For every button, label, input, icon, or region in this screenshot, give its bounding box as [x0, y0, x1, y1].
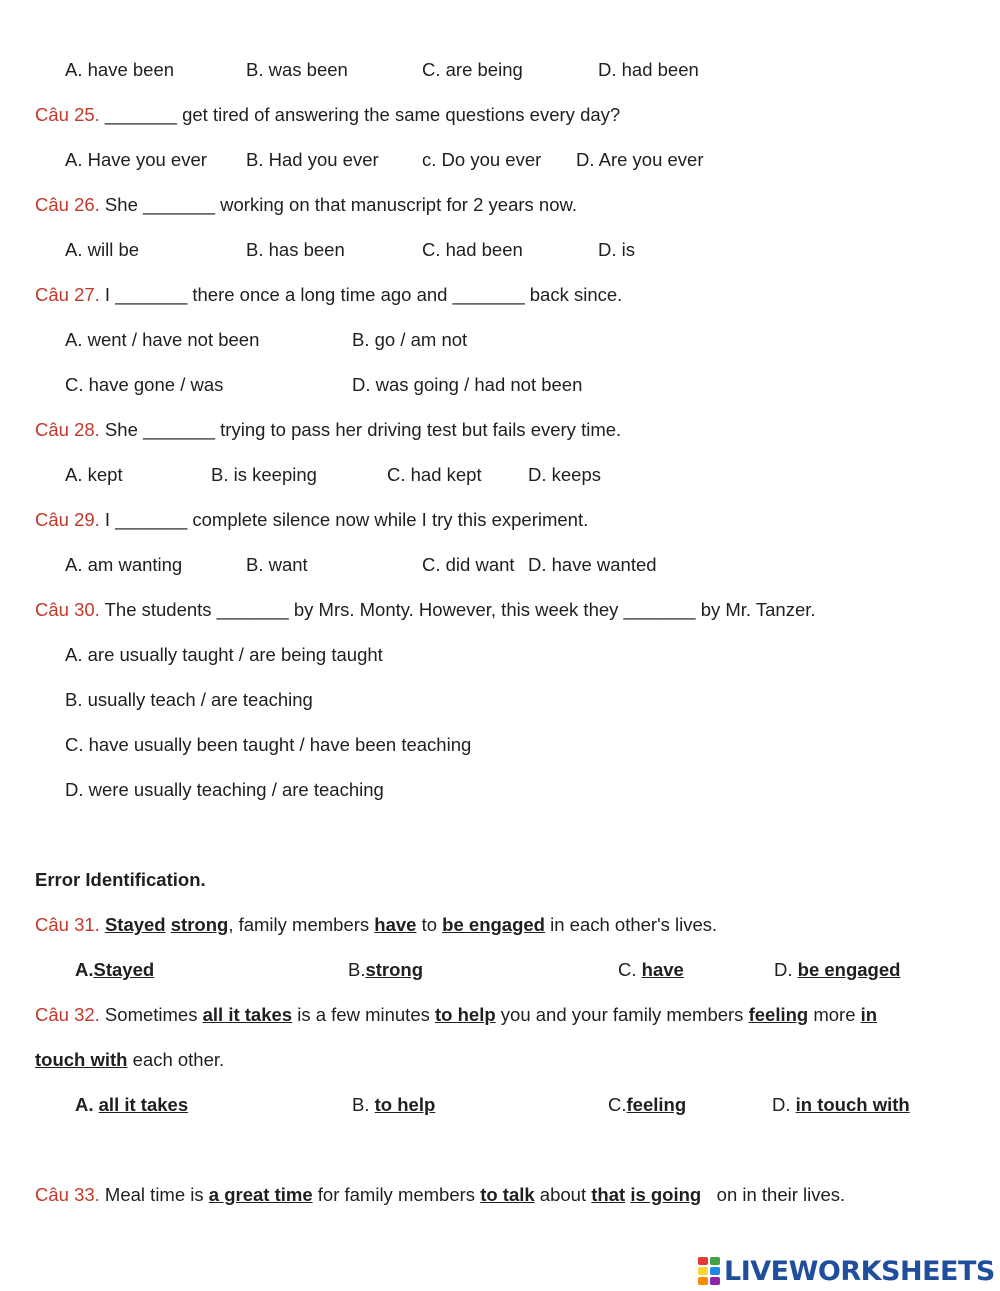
q32-text-1: Sometimes: [99, 1004, 203, 1025]
q33-text-5: on in their lives.: [701, 1184, 846, 1205]
q25-option-a: A. Have you ever: [65, 149, 207, 170]
q25-question: [35, 104, 620, 126]
q27-option-b: B. go / am not: [352, 329, 468, 350]
q30-option-a: A. are usually taught / are being taught: [65, 644, 383, 665]
q26-text: She _______ working on that manuscript for 2 years now.: [99, 194, 577, 215]
q32-underlined-d-part2: touch with: [35, 1049, 128, 1070]
section-heading: Error Identification.: [35, 869, 206, 890]
q32-option-a: A. all it takes: [75, 1094, 189, 1115]
q27-label: Câu 27.: [35, 284, 100, 305]
q27-question: [35, 284, 622, 306]
q32-label: Câu 32.: [35, 1004, 100, 1025]
q32-underlined-c: feeling: [748, 1004, 809, 1025]
q31-underlined-b: strong: [170, 914, 229, 935]
q30-option-b: B. usually teach / are teaching: [65, 689, 313, 710]
q32-text-5: each other.: [127, 1049, 225, 1070]
q32-underlined-b: to help: [435, 1004, 496, 1025]
q33-underlined-a: a great time: [208, 1184, 313, 1205]
q25-label: Câu 25.: [35, 104, 100, 125]
q26-option-d: D. is: [598, 239, 635, 260]
q27-option-d: D. was going / had not been: [352, 374, 583, 395]
q28-text: She _______ trying to pass her driving test but fails every time.: [99, 419, 622, 440]
q29-text: I _______ complete silence now while I try this experiment.: [99, 509, 589, 530]
q24-option-c: C. are being: [422, 59, 523, 80]
q33-text-1: Meal time is: [99, 1184, 209, 1205]
q32-question: [35, 1004, 877, 1026]
q26-option-a: A. will be: [65, 239, 140, 260]
q29-label: Câu 29.: [35, 509, 100, 530]
q31-option-a: A.Stayed: [75, 959, 155, 980]
q28-option-c: C. had kept: [387, 464, 482, 485]
q27-option-a: A. went / have not been: [65, 329, 260, 350]
logo-text: LIVEWORKSHEETS: [724, 1255, 995, 1287]
q32-option-b: B. to help: [352, 1094, 436, 1115]
q33-underlined-b: to talk: [480, 1184, 535, 1205]
q27-text: I _______ there once a long time ago and _______ back since.: [99, 284, 623, 305]
q24-option-d: D. had been: [598, 59, 699, 80]
q31-question: [35, 914, 717, 936]
q32-underlined-d-part1: in: [860, 1004, 878, 1025]
q26-option-c: C. had been: [422, 239, 523, 260]
q24-option-a: A. have been: [65, 59, 175, 80]
q33-text-3: about: [534, 1184, 592, 1205]
q25-option-d: D. Are you ever: [576, 149, 704, 170]
q26-label: Câu 26.: [35, 194, 100, 215]
q31-option-b: B.strong: [348, 959, 424, 980]
q25-option-c: c. Do you ever: [422, 149, 542, 170]
q28-question: [35, 419, 621, 441]
q33-underlined-d: is going: [630, 1184, 702, 1205]
q29-question: [35, 509, 588, 531]
q30-question: [35, 599, 816, 621]
q28-option-d: D. keeps: [528, 464, 602, 485]
q32-text-3: you and your family members: [495, 1004, 749, 1025]
q32-text-4: more: [808, 1004, 861, 1025]
q32-question-cont: [35, 1049, 224, 1071]
q32-option-c: C.feeling: [608, 1094, 687, 1115]
q30-label: Câu 30.: [35, 599, 100, 620]
q31-underlined-d: be engaged: [442, 914, 545, 935]
q27-option-c: C. have gone / was: [65, 374, 224, 395]
q30-option-d: D. were usually teaching / are teaching: [65, 779, 384, 800]
q29-option-d: D. have wanted: [528, 554, 657, 575]
q32-text-2: is a few minutes: [292, 1004, 435, 1025]
q31-option-d: D. be engaged: [774, 959, 901, 980]
q25-text: _______ get tired of answering the same questions every day?: [99, 104, 621, 125]
q33-text-2: for family members: [312, 1184, 481, 1205]
q28-option-b: B. is keeping: [211, 464, 317, 485]
q31-underlined-c: have: [374, 914, 417, 935]
q29-option-c: C. did want: [422, 554, 515, 575]
q26-option-b: B. has been: [246, 239, 345, 260]
q31-text-1: , family members: [228, 914, 375, 935]
q32-underlined-a: all it takes: [202, 1004, 293, 1025]
q25-option-b: B. Had you ever: [246, 149, 379, 170]
q31-label: Câu 31.: [35, 914, 100, 935]
q28-option-a: A. kept: [65, 464, 123, 485]
q29-option-a: A. am wanting: [65, 554, 183, 575]
q33-label: Câu 33.: [35, 1184, 100, 1205]
q31-underlined-a: Stayed: [104, 914, 166, 935]
liveworksheets-logo: [698, 1254, 995, 1288]
logo-blocks-icon: [698, 1257, 720, 1285]
q26-question: [35, 194, 577, 216]
q29-option-b: B. want: [246, 554, 308, 575]
q33-underlined-c: that: [591, 1184, 626, 1205]
q28-label: Câu 28.: [35, 419, 100, 440]
q30-option-c: C. have usually been taught / have been teaching: [65, 734, 472, 755]
q33-question: [35, 1184, 845, 1206]
q31-text-3: in each other's lives.: [544, 914, 718, 935]
q30-text: The students _______ by Mrs. Monty. However, this week they _______ by Mr. Tanzer.: [99, 599, 816, 620]
q24-option-b: B. was been: [246, 59, 348, 80]
q31-option-c: C. have: [618, 959, 684, 980]
q32-option-d: D. in touch with: [772, 1094, 910, 1115]
q31-text-2: to: [416, 914, 443, 935]
